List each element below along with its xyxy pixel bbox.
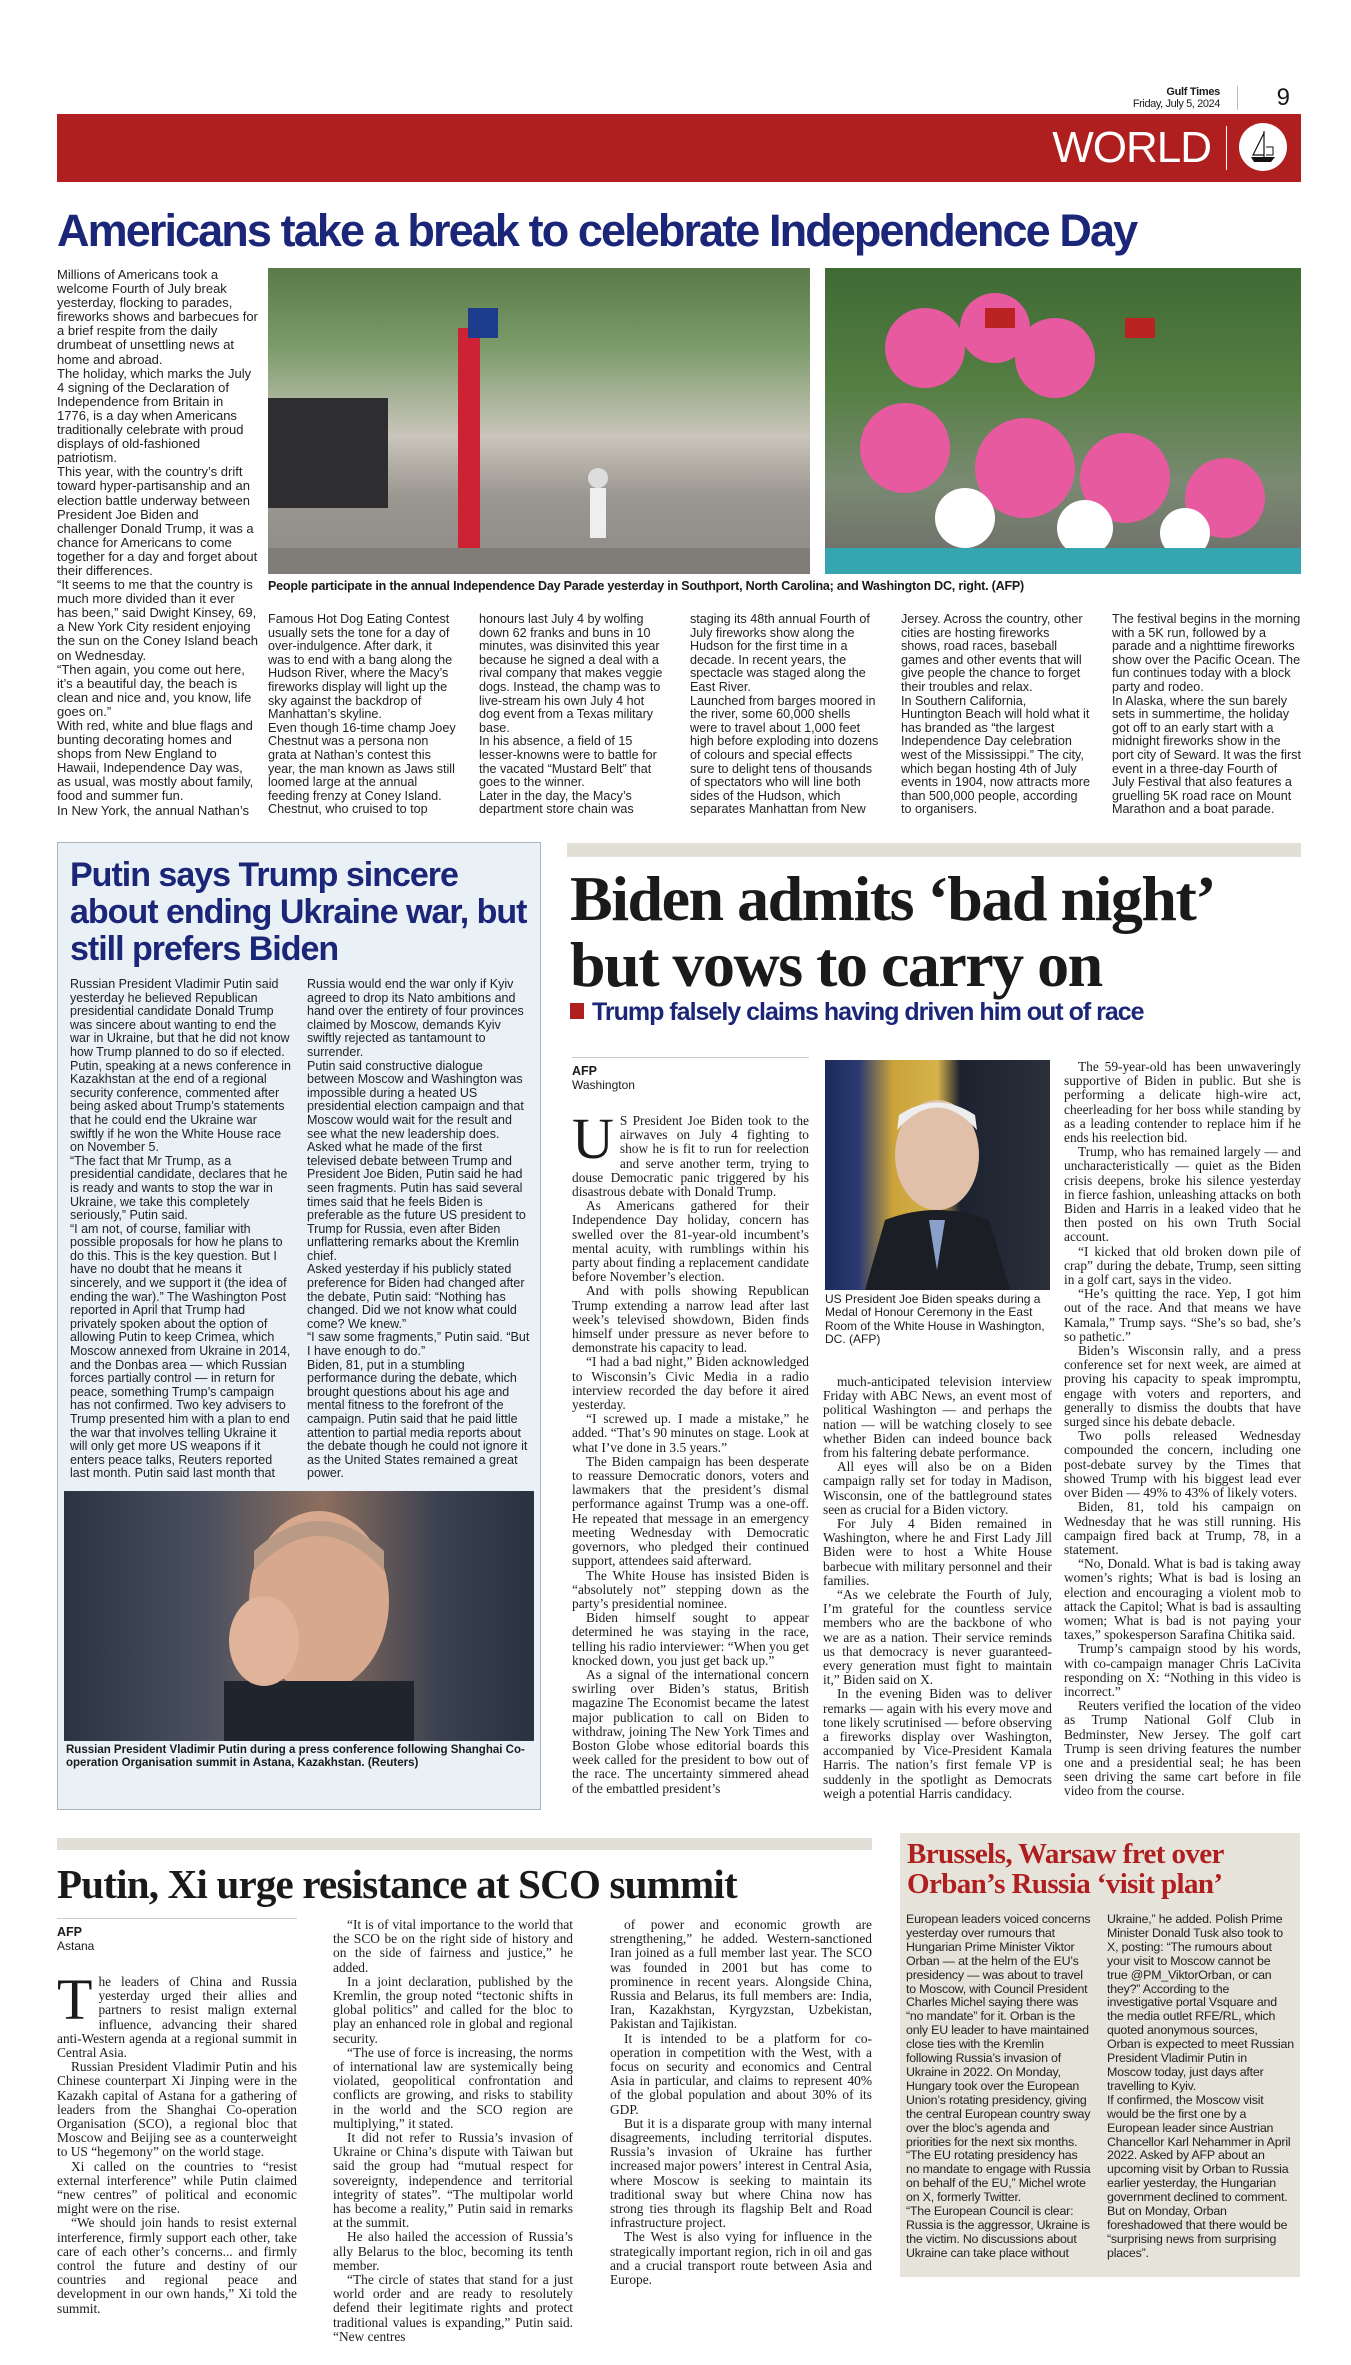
headline-biden: Biden admits ‘bad night’ but vows to carry on <box>570 863 1211 1000</box>
paragraph: Famous Hot Dog Eating Contest usually sets the tone for a day of over-indulgence. After dark, it was to end with a bang along the Hudson River, where the Macy’s fireworks display will light up the sky against the backdrop of Manhattan’s skyline. <box>268 612 453 722</box>
paragraph: “The fact that Mr Trump, as a presidential candidate, declares that he is ready and wants to stop the war in Ukraine, we take this completely seriously,” Putin said. <box>70 1153 288 1223</box>
paragraph: The leaders of China and Russia yesterday urged their allies and partners to resist malign external influence, advancing their shared anti-Western agenda at a regional summit in Central Asia. <box>57 1967 297 2061</box>
putin-story-box <box>57 842 541 1810</box>
paragraph: Trump’s campaign stood by his words, with co-campaign manager Chris LaCivita responding on X: “Nothing in this video is incorrect.” <box>1064 1641 1301 1699</box>
bullet-square-icon <box>570 1003 584 1019</box>
byline-agency: AFP <box>572 1064 597 1078</box>
paragraph: As Americans gathered for their Independence Day holiday, concern has swelled over the 81-year-old incumbent’s mental acuity, with rumblings within his party about finding a replacement candidate before November’s election. <box>572 1198 809 1285</box>
paragraph: Asked what he made of the first televised debate between Trump and President Joe Biden, Putin said he had seen fragments. Putin has said several times said that he feels Biden is preferable as the future US president to Trump for Russia, even after Biden unflattering remarks about the Kremlin chief. <box>307 1140 526 1263</box>
paragraph: “The EU rotating presidency has no mandate to engage with Russia on behalf of the EU,” Michel wrote on X, formerly Twitter. <box>906 2148 1091 2205</box>
masthead <box>1100 86 1300 110</box>
paragraph: And with polls showing Republican Trump extending a narrow lead after last week’s televised showdown, Biden finds himself under pressure as never before to demonstrate his capacity to lead. <box>572 1283 809 1356</box>
paragraph: “I saw some fragments,” Putin said. “But I have enough to do.” <box>307 1330 530 1359</box>
paragraph: Launched from barges moored in the river, some 60,000 shells were to travel about 1,000 feet high before exploding into dozens of colours and special effects sure to delight tens of thousands of spectators who will line both sides of the Hudson, which separates Manhattan from New Jersey. Across the country, other cities are hosting fireworks shows, road races, baseball games and other events that will give people the chance to forget their troubles and relax. <box>690 612 1083 817</box>
biden-body-col3 <box>1064 1060 1301 1799</box>
paragraph: In his absence, a field of 15 lesser-knowns were to battle for the vacated “Mustard Belt” that goes to the winner. <box>479 734 657 790</box>
paragraph: This year, with the country’s drift toward hyper-partisanship and an election battle underway between President Joe Biden and challenger Donald Trump, it was a chance for Americans to come together for a day and forget about their differences. <box>57 464 258 578</box>
paragraph: In the evening Biden was to deliver remarks — again with his every move and tone likely scrutinised — before observing a fireworks display over Washington, accompanied by Vice-President Kamala Harris. The nation’s first female VP is suddenly in the spotlight as Democrats weigh a potential Harris candidacy. <box>823 1686 1052 1801</box>
paragraph: “I am not, of course, familiar with possible proposals for how he plans to do this. This is the key question. But I have no doubt that he means it sincerely, and we support it (the idea of ending the war).” The Washington Post reported in April that Trump had privately spoken about the option of allowing Putin to keep Crimea, which Moscow annexed from Ukraine in 2014, and the Donbas area — which Russian forces partially control — in return for peace, something Trump’s campaign has not confirmed. Two key advisers to Trump presented him with a plan to end the war that involves telling Ukraine it will only get more US weapons if it enters peace talks, Reuters reported last month. Putin said last month that Russia would end the war only if Kyiv agreed to drop its Nato ambitions and hand over the entirety of four provinces claimed by Moscow, demands Kyiv swiftly rejected as tantamount to surrender. <box>70 977 524 1481</box>
story-independence-left-column <box>57 268 259 818</box>
paragraph: “Then again, you come out here, it’s a beautiful day, the beach is clean and nice and, you know, life goes on.” <box>57 661 252 719</box>
headline-brussels-warsaw: Brussels, Warsaw fret over Orban’s Russia ‘visit plan’ <box>907 1838 1224 1900</box>
sco-column-1 <box>57 1918 297 2316</box>
headline-sco-summit: Putin, Xi urge resistance at SCO summit <box>57 1861 737 1907</box>
paragraph: “I kicked that old broken down pile of crap” during the debate, Trump, seen sitting in a golf cart, says in the video. <box>1064 1243 1301 1288</box>
paragraph: The holiday, which marks the July 4 signing of the Declaration of Independence from Britain in 1776, is a day when Americans traditionally celebrate with proud displays of old-fashioned patriotism. <box>57 365 252 466</box>
paragraph: Later in the day, the Macy’s department store chain was staging its 48th annual Fourth of July fireworks show along the Hudson for the first time in a decade. In recent years, the spectacle was staged along the East River. <box>479 612 870 817</box>
paragraph: Trump, who has remained largely — and uncharacteristically — quiet as the Biden crisis deepens, broke his silence yesterday in fierce fashion, unleashing attacks on both Biden and Harris in a leaked video that he then posted on his own Truth Social account. <box>1064 1144 1301 1245</box>
paragraph: In Southern California, Huntington Beach will hold what it has branded as “the largest Independence Day celebration west of the Mississippi.” The city, which began hosting 4th of July events in 1904, now attracts more than 500,000 people, according to organisers. <box>901 693 1091 817</box>
paragraph: “As we celebrate the Fourth of July, I’m grateful for the countless service members who are the backbone of who we are as a nation. Their service reminds us that democracy is never guaranteed-every generation must fight to maintain it,” Biden said on X. <box>823 1587 1052 1688</box>
paragraph: Even though 16-time champ Joey Chestnut was a persona non grata at Nathan’s contest this year, the man known as Jaws still loomed large at the annual feeding frenzy at Coney Island. Chestnut, who cruised to top honours last July 4 by wolfing down 62 franks and buns in 10 minutes, was disinvited this year because he signed a deal with a rival company that makes veggie dogs. Instead, the champ was to live-stream his own July 4 hot dog event from a Texas military base. <box>268 612 663 817</box>
brussels-story-body <box>906 1913 1294 2261</box>
paragraph: “We should join hands to resist external interference, firmly support each other, take care of each other’s concerns... and firmly control the future and destiny of our countries and regional peace and development in our own hands,” Xi told the summit. <box>57 2215 297 2316</box>
divider <box>567 843 1301 857</box>
paragraph: All eyes will also be on a Biden campaign rally set for today in Madison, Wisconsin, one of the battleground states seen as crucial for a Biden victory. <box>823 1459 1052 1517</box>
section-banner <box>57 114 1301 182</box>
paragraph: “I screwed up. I made a mistake,” he added. “That’s 90 minutes on stage. Look at what I’ve done in 3.5 years.” <box>572 1411 809 1455</box>
paragraph: much-anticipated television interview Friday with ABC News, an event most of political Washington — and perhaps the nation — will be watching closely to see whether Biden can indeed bounce back from his faltering debate performance. <box>823 1374 1052 1461</box>
paragraph: “He’s quitting the race. Yep, I got him out of the race. And that means we have Kamala,” Trump says. “She’s so bad, she’s so pathetic.” <box>1064 1286 1301 1344</box>
paragraph: In Alaska, where the sun barely sets in summertime, the holiday got off to an early start with a midnight fireworks show in the port city of Seward. It was the first event in a three-day Fourth of July Festival that also features a gruelling 5K road race on Mount Marathon and a boat parade. <box>1112 693 1301 817</box>
byline-agency: AFP <box>57 1925 82 1939</box>
biden-photo <box>825 1060 1050 1290</box>
paragraph: Biden, 81, told his campaign on Wednesday that he was still running. His campaign fired back at Trump, 78, in a statement. <box>1064 1499 1301 1557</box>
paragraph: As a signal of the international concern swirling over Biden’s status, British magazine The Economist became the latest major publication to call on Biden to withdraw, joining The New York Times and Boston Globe whose editorial boards this week called for the president to bow out of the race. The uncertainty simmered ahead of the embattled president’s <box>572 1666 809 1796</box>
paragraph: Two polls released Wednesday compounded the concern, including one post-debate survey by the Times that showed Trump with his biggest lead ever over Biden — 49% to 43% of likely voters. <box>1064 1428 1301 1501</box>
issue-date: Friday, July 5, 2024 <box>1132 98 1220 110</box>
subheadline-text: Trump falsely claims having driven him out of race <box>592 998 1144 1026</box>
photo-caption: People participate in the annual Independence Day Parade yesterday in Southport, North Carolina; and Washington DC, right. (AFP) <box>268 579 1024 593</box>
paragraph: of power and economic growth are strengthening,” he added. Western-sanctioned Iran joined as a full member last year. The SCO was founded in 2001 but has come to prominence in recent years. Alongside China, Russia and Belarus, its full members are: India, Iran, Kazakhstan, Kyrgyzstan, Uzbekistan, Pakistan and Tajikistan. <box>610 1917 872 2032</box>
paragraph: Biden himself sought to appear determined he was staying in the race, telling his radio interviewer: “When you get knocked down, you just get back up.” <box>572 1610 809 1668</box>
putin-photo <box>64 1491 534 1741</box>
paragraph: Russian President Vladimir Putin said yesterday he believed Republican presidential candidate Donald Trump was sincere about wanting to end the war in Ukraine, but that he did not know how Trump planned to do so if elected. Putin, speaking at a news conference in Kazakhstan at the end of a regional security conference, commented after being asked about Trump’s statements that he could end the Ukraine war swiftly if he won the White House race on November 5. <box>70 977 291 1155</box>
paragraph: In a joint declaration, published by the Kremlin, the group noted “tectonic shifts in global politics” and called for the bloc to play an enhanced role in global and regional security. <box>333 1973 573 2046</box>
sco-body-col1 <box>57 1967 297 2316</box>
paragraph: “The use of force is increasing, the norms of international law are systemically being violated, geopolitical confrontation and conflicts are growing, and risks to stability in the world and the SCO region are multiplying,” it stated. <box>333 2044 573 2131</box>
paragraph: The White House has insisted Biden is “absolutely not” stepping down as the party’s presidential nominee. <box>572 1567 809 1611</box>
paragraph: The festival begins in the morning with a 5K run, followed by a parade and a nighttime fireworks show over the Pacific Ocean. The fun continues today with a block party and rodeo. <box>1112 612 1301 694</box>
paragraph: US President Joe Biden took to the airwaves on July 4 fighting to show he is fit to run for reelection and serve another term, trying to douse Democratic panic triggered by his disastrous debate with Donald Trump. <box>572 1106 809 1200</box>
paragraph: With red, white and blue flags and bunting decorating homes and shops from New England to Hawaii, Independence Day was, as usual, was mostly about family, food and summer fun. <box>57 718 254 804</box>
byline <box>57 1918 297 1953</box>
photo-caption: US President Joe Biden speaks during a Medal of Honour Ceremony in the East Room of the White House in Washington, DC. (AFP) <box>825 1292 1045 1347</box>
brussels-story-box <box>900 1833 1300 2277</box>
sco-body-col2 <box>333 1918 573 2344</box>
paragraph: “It is of vital importance to the world that the SCO be on the right side of history and on the side of fairness and justice,” he added. <box>333 1917 573 1975</box>
biden-body-col1 <box>572 1106 809 1796</box>
headline-independence-day: Americans take a break to celebrate Independence Day <box>57 205 1137 256</box>
paragraph: If confirmed, the Moscow visit would be the first one by a European leader since Austrian Chancellor Karl Nehammer in April 2022. Asked by AFP about an upcoming visit by Orban to Russia earlier yesterday, the Hungarian government declined to comment. But on Monday, Orban foreshadowed that there would be “surprising news from surprising places”. <box>1107 2092 1291 2260</box>
paragraph: “It seems to me that the country is much more divided than it ever has been,” said Dwight Kinsey, 69, a New York City resident enjoying the sun on the Coney Island beach on Wednesday. <box>57 577 258 663</box>
divider <box>1226 126 1227 170</box>
paragraph: “No, Donald. What is bad is taking away women’s rights; What is bad is losing an election and encouraging a violent mob to attack the Capitol; What is bad is assaulting women; What is bad is not paying your taxes,” spokesperson Sarafina Chitika said. <box>1064 1556 1301 1643</box>
paragraph: It is intended to be a platform for co-operation in competition with the West, with a focus on security and economics and Central Asia in particular, and claims to represent 40% of the global population and about 30% of its GDP. <box>610 2030 872 2117</box>
byline <box>572 1057 809 1092</box>
section-title: WORLD <box>1052 123 1211 172</box>
paragraph: Putin said constructive dialogue between Moscow and Washington was impossible during a heated US presidential election campaign and that Moscow would wait for the result and see what the new leadership does. <box>307 1058 524 1141</box>
paragraph: “The European Council is clear: Russia is the aggressor, Ukraine is the victim. No discussions about Ukraine can take place without Ukraine,” he added. Polish Prime Minister Donald Tusk also took to X, posting: “The rumours about your visit to Moscow cannot be true @PM_ViktorOrban, or can they?” According to the investigative portal Vsquare and the media outlet RFE/RL, which quoted anonymous sources, Orban is expected to meet Russian President Vladimir Putin in Moscow today, just days after travelling to Kyiv. <box>906 1912 1294 2260</box>
paragraph: In New York, the annual Nathan’s <box>57 802 250 818</box>
paragraph: European leaders voiced concerns yesterday over rumours that Hungarian Prime Minister Viktor Orban — at the helm of the EU’s presidency — was about to travel to Moscow, with Council President Charles Michel saying there was “no mandate” for it. Orban is the only EU leader to have maintained close ties with the Kremlin following Russia’s invasion of Ukraine in 2022. On Monday, Hungary took over the European Union’s rotating presidency, giving the central European country sway over the bloc’s agenda and priorities for the next six months. <box>906 1912 1091 2149</box>
divider <box>57 1838 872 1850</box>
sco-body-col3 <box>610 1918 872 2287</box>
paragraph: Millions of Americans took a welcome Fourth of July break yesterday, flocking to parades, fireworks shows and barbecues for a brief respite from the daily drumbeat of unsettling news at home and abroad. <box>57 267 258 367</box>
paragraph: The 59-year-old has been unwaveringly supportive of Biden in public. But she is performing a delicate high-wire act, cheerleading for her boss while standing by as a leading contender to replace him if he ends his reelection bid. <box>1064 1059 1301 1146</box>
paragraph: He also hailed the accession of Russia’s ally Belarus to the bloc, becoming its tenth member. <box>333 2229 573 2273</box>
parade-photo <box>268 268 810 574</box>
subheadline-biden <box>570 998 1301 1027</box>
paragraph: It did not refer to Russia’s invasion of Ukraine or China’s dispute with Taiwan but said the group had “mutual respect for sovereignty, independence and territorial integrity of states”. “The multipolar world has become a reality,” Putin said in remarks at the summit. <box>333 2130 573 2231</box>
biden-body-col2 <box>823 1375 1052 1801</box>
paragraph: But it is a disparate group with many internal disagreements, including territorial disputes. Russia’s invasion of Ukraine has further increased major powers’ interest in Central Asia, where Moscow is seeking to maintain its traditional sway but where China now has strong ties through its flagship Belt and Road infrastructure project. <box>610 2115 872 2231</box>
paragraph: Russian President Vladimir Putin and his Chinese counterpart Xi Jinping were in the Kazakh capital of Astana for a gathering of leaders from the Shanghai Co-operation Organisation (SCO), a regional bloc that Moscow and Beijing see as a counterweight to US “hegemony” on the world stage. <box>57 2059 297 2160</box>
washington-parade-float-photo <box>825 268 1301 574</box>
story-independence-columns <box>268 613 1301 817</box>
paragraph: Asked yesterday if his publicly stated preference for Biden had changed after the debate, Putin said: “Nothing has changed. Did we not know what could come? We knew.” <box>307 1262 525 1331</box>
putin-story-body <box>70 978 530 1481</box>
paragraph: The Biden campaign has been desperate to reassure Democratic donors, voters and lawmakers that the president’s dismal performance against Trump was a one-off. He repeated that message in an emergency meeting Wednesday with Democratic governors, who pledged their continued support, attendees said afterward. <box>572 1453 809 1569</box>
paragraph: “I had a bad night,” Biden acknowledged to Wisconsin’s Civic Media in a radio interview recorded the day before it aired yesterday. <box>572 1354 809 1413</box>
headline-putin-trump: Putin says Trump sincere about ending Ukraine war, but still prefers Biden <box>70 856 527 968</box>
paragraph: The West is also vying for influence in the strategically important region, rich in oil and gas and a crucial transport route between Asia and Europe. <box>610 2229 872 2288</box>
paragraph: Xi called on the countries to “resist external interference” while Putin claimed “new centres” of political and economic might were on the rise. <box>57 2158 297 2217</box>
photo-caption: Russian President Vladimir Putin during a press conference following Shanghai Co-operation Organisation summit in Astana, Kazakhstan. (Reuters) <box>66 1743 525 1769</box>
paragraph: Biden’s Wisconsin rally, and a press conference set for next week, are aimed at proving his capacity to speak impromptu, engage with voters and reporters, and generally to dismiss the doubts that have surged since his debate debacle. <box>1064 1343 1301 1430</box>
paragraph: “The circle of states that stand for a just world order and are ready to resolutely defend their legitimate rights and protect traditional values is expanding,” Putin said. “New centres <box>333 2272 573 2344</box>
byline-place: Astana <box>57 1939 95 1953</box>
dhow-boat-logo-icon <box>1239 123 1287 171</box>
byline-place: Washington <box>572 1078 635 1092</box>
paragraph: Reuters verified the location of the video as Trump National Golf Club in Bedminster, New Jersey. The golf cart Trump is seen driving features the number one and a presidential seal; he has been seen driving the same cart before in file video from the course. <box>1064 1698 1301 1799</box>
paragraph: Biden, 81, put in a stumbling performance during the debate, which brought questions about his age and mental fitness to the forefront of the campaign. Putin said that he paid little attention to partial media reports about the debate though he could not ignore it as the United States remained a great power. <box>307 1357 528 1481</box>
paper-name: Gulf Times <box>1166 86 1220 98</box>
paragraph: For July 4 Biden remained in Washington, where he and First Lady Jill Biden were to host a White House barbecue with military personnel and their families. <box>823 1516 1052 1588</box>
page-number: 9 <box>1276 84 1290 111</box>
divider <box>1237 86 1238 110</box>
biden-column-1 <box>572 1057 809 1796</box>
